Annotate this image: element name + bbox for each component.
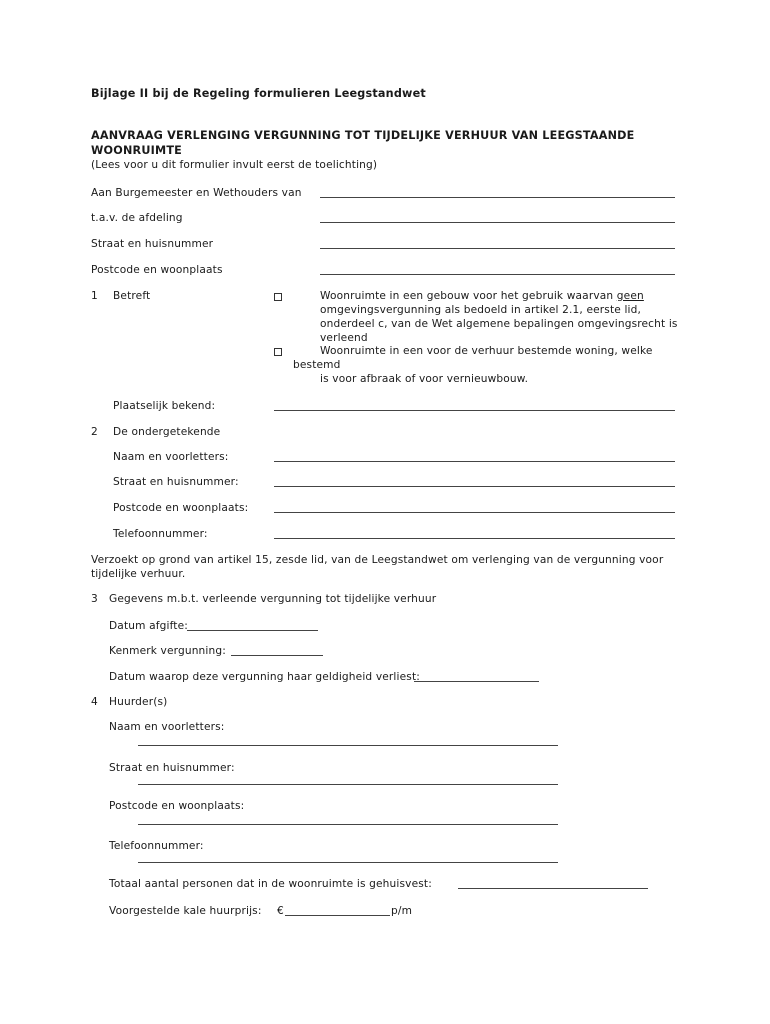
option1-line1: Woonruimte in een gebouw voor het gebruik waarvan geen [320, 290, 644, 302]
section4-number: 4 [91, 696, 98, 708]
field-postcode-woonplaats[interactable] [320, 274, 675, 275]
verzoek-line2: tijdelijke verhuur. [91, 568, 186, 580]
label-geldigheid: Datum waarop deze vergunning haar geldigheid verliest: [109, 671, 420, 683]
label-plaatselijk-bekend: Plaatselijk bekend: [113, 400, 216, 412]
field-huurder-straat[interactable] [138, 784, 558, 785]
section3-label: Gegevens m.b.t. verleende vergunning tot tijdelijke verhuur [109, 593, 437, 605]
field-ondergetekende-postcode[interactable] [274, 512, 675, 513]
checkbox-option1[interactable] [274, 293, 282, 301]
label-totaal-personen: Totaal aantal personen dat in de woonruimte is gehuisvest: [109, 878, 432, 890]
field-straat-huisnummer[interactable] [320, 248, 675, 249]
label-aan-burgemeester: Aan Burgemeester en Wethouders van [91, 187, 302, 199]
euro-sign: € [277, 905, 284, 917]
per-maand-label: p/m [391, 905, 413, 917]
bijlage-heading: Bijlage II bij de Regeling formulieren Leegstandwet [91, 87, 426, 100]
option1-line4: verleend [320, 332, 368, 344]
label-huurder-telefoon: Telefoonnummer: [109, 840, 204, 852]
field-kenmerk-vergunning[interactable] [231, 655, 323, 656]
section1-label: Betreft [113, 290, 151, 302]
option2-line3: is voor afbraak of voor vernieuwbouw. [320, 373, 529, 385]
label-ondergetekende-telefoon: Telefoonnummer: [113, 528, 208, 540]
field-geldigheid[interactable] [414, 681, 539, 682]
label-ondergetekende-straat: Straat en huisnummer: [113, 476, 239, 488]
section2-number: 2 [91, 426, 98, 438]
field-ondergetekende-straat[interactable] [274, 486, 675, 487]
option2-line2: bestemd [293, 359, 341, 371]
verzoek-line1: Verzoekt op grond van artikel 15, zesde lid, van de Leegstandwet om verlenging van de vergunning voor [91, 554, 664, 566]
label-ondergetekende-postcode: Postcode en woonplaats: [113, 502, 249, 514]
label-huurder-naam: Naam en voorletters: [109, 721, 225, 733]
field-naam-voorletters[interactable] [274, 461, 675, 462]
instruction-text: (Lees voor u dit formulier invult eerst de toelichting) [91, 159, 378, 171]
label-straat-huisnummer: Straat en huisnummer [91, 238, 214, 250]
label-postcode-woonplaats: Postcode en woonplaats [91, 264, 223, 276]
field-huurder-telefoon[interactable] [138, 862, 558, 863]
form-title-line1: AANVRAAG VERLENGING VERGUNNING TOT TIJDELIJKE VERHUUR VAN LEEGSTAANDE [91, 129, 635, 142]
section2-label: De ondergetekende [113, 426, 221, 438]
field-tav-afdeling[interactable] [320, 222, 675, 223]
field-datum-afgifte[interactable] [187, 630, 318, 631]
form-title-line2: WOONRUIMTE [91, 144, 182, 157]
field-huurder-naam[interactable] [138, 745, 558, 746]
section1-number: 1 [91, 290, 98, 302]
field-huurprijs[interactable] [285, 915, 390, 916]
field-huurder-postcode[interactable] [138, 824, 558, 825]
label-naam-voorletters: Naam en voorletters: [113, 451, 229, 463]
field-totaal-personen[interactable] [458, 888, 648, 889]
option1-line3: onderdeel c, van de Wet algemene bepalingen omgevingsrecht is [320, 318, 678, 330]
section4-label: Huurder(s) [109, 696, 168, 708]
label-huurprijs: Voorgestelde kale huurprijs: [109, 905, 262, 917]
label-huurder-straat: Straat en huisnummer: [109, 762, 235, 774]
section3-number: 3 [91, 593, 98, 605]
label-kenmerk-vergunning: Kenmerk vergunning: [109, 645, 226, 657]
option1-line2: omgevingsvergunning als bedoeld in artikel 2.1, eerste lid, [320, 304, 642, 316]
field-aan-burgemeester[interactable] [320, 197, 675, 198]
label-datum-afgifte: Datum afgifte: [109, 620, 188, 632]
field-plaatselijk-bekend[interactable] [274, 410, 675, 411]
checkbox-option2[interactable] [274, 348, 282, 356]
label-tav-afdeling: t.a.v. de afdeling [91, 212, 183, 224]
option2-line1: Woonruimte in een voor de verhuur bestemde woning, welke [320, 345, 653, 357]
label-huurder-postcode: Postcode en woonplaats: [109, 800, 245, 812]
field-ondergetekende-telefoon[interactable] [274, 538, 675, 539]
